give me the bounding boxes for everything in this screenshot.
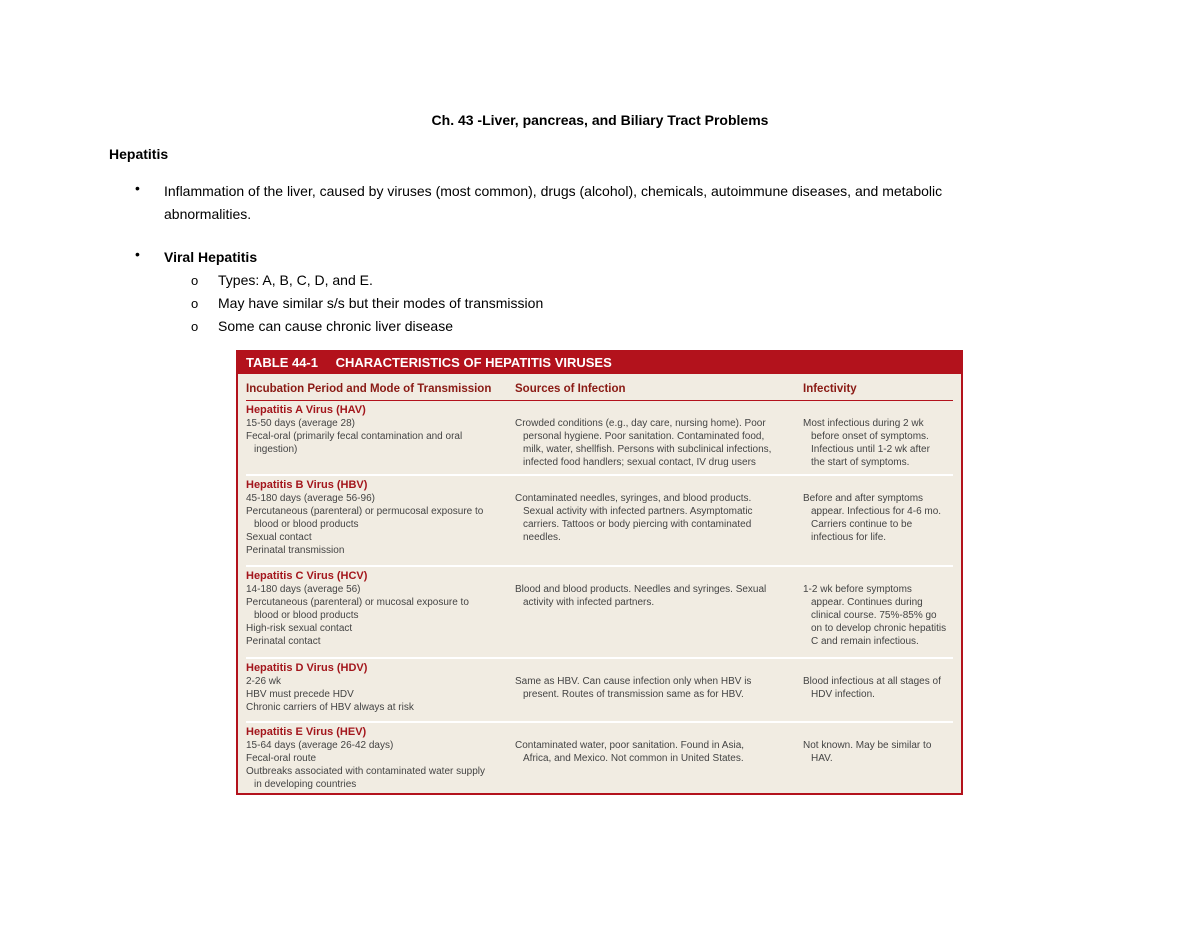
cell-line: personal hygiene. Poor sanitation. Contaminated food,	[523, 431, 765, 442]
cell-line: Blood infectious at all stages of	[803, 676, 941, 687]
bullet-text: Inflammation of the liver, caused by viruses (most common), drugs (alcohol), chemicals, autoimmune diseases, and metabolic abnormalities.	[164, 183, 943, 222]
cell-line: Not known. May be similar to	[803, 740, 932, 751]
table-number: TABLE 44-1	[246, 355, 318, 370]
page-title: Ch. 43 -Liver, pancreas, and Biliary Tract Problems	[431, 112, 769, 128]
cell-line: 15-64 days (average 26-42 days)	[246, 740, 394, 751]
cell-line: appear. Continues during	[811, 597, 923, 608]
cell-line: Most infectious during 2 wk	[803, 418, 924, 429]
bullet-item	[109, 180, 1029, 226]
bullet-marker: •	[135, 246, 140, 262]
cell-line: Percutaneous (parenteral) or permucosal exposure to	[246, 506, 484, 517]
bullet-marker: •	[135, 180, 140, 196]
cell-line: Before and after symptoms	[803, 493, 924, 504]
sub-list-item	[109, 292, 1029, 315]
cell-line: Fecal-oral (primarily fecal contamination and oral	[246, 431, 463, 442]
cell-line: blood or blood products	[254, 519, 359, 530]
table-row	[246, 476, 953, 567]
virus-name: Hepatitis C Virus (HCV)	[246, 570, 368, 582]
cell-line: Chronic carriers of HBV always at risk	[246, 702, 414, 713]
table-row	[246, 567, 953, 659]
cell-line: Perinatal transmission	[246, 545, 345, 556]
cell-line: on to develop chronic hepatitis	[811, 623, 947, 634]
cell-line: Contaminated needles, syringes, and blood products.	[515, 493, 752, 504]
infectivity-cell	[803, 492, 961, 544]
sources-cell	[515, 583, 795, 609]
incubation-cell	[246, 662, 508, 714]
cell-line: 14-180 days (average 56)	[246, 584, 361, 595]
cell-line: infectious for life.	[811, 532, 887, 543]
table-body	[238, 401, 961, 795]
cell-line: 45-180 days (average 56-96)	[246, 493, 375, 504]
cell-line: milk, water, shellfish. Persons with subclinical infections,	[523, 444, 772, 455]
table-header	[238, 352, 961, 374]
virus-name: Hepatitis D Virus (HDV)	[246, 662, 368, 674]
table-title: CHARACTERISTICS OF HEPATITIS VIRUSES	[335, 355, 612, 370]
cell-line: 1-2 wk before symptoms	[803, 584, 912, 595]
cell-line: Contaminated water, poor sanitation. Found in Asia,	[515, 740, 745, 751]
cell-line: Sexual activity with infected partners. Asymptomatic	[523, 506, 753, 517]
cell-line: present. Routes of transmission same as for HBV.	[523, 689, 744, 700]
sub-item-text: Types: A, B, C, D, and E.	[218, 272, 373, 288]
section-heading: Hepatitis	[109, 146, 169, 162]
cell-line: Perinatal contact	[246, 636, 321, 647]
table-row	[246, 723, 953, 795]
infectivity-cell	[803, 417, 961, 469]
cell-line: Africa, and Mexico. Not common in United States.	[523, 753, 744, 764]
incubation-cell	[246, 479, 508, 557]
cell-line: Fecal-oral route	[246, 753, 317, 764]
sub-list-item	[109, 269, 1029, 292]
cell-line: appear. Infectious for 4-6 mo.	[811, 506, 942, 517]
cell-line: ingestion)	[254, 444, 298, 455]
incubation-cell	[246, 404, 508, 456]
incubation-cell	[246, 726, 508, 791]
cell-line: Same as HBV. Can cause infection only when HBV is	[515, 676, 752, 687]
bullet-text: Viral Hepatitis	[164, 249, 258, 265]
cell-line: HDV infection.	[811, 689, 875, 700]
sub-list	[109, 269, 1029, 338]
sub-marker: o	[191, 319, 199, 334]
sub-marker: o	[191, 296, 199, 311]
cell-line: Crowded conditions (e.g., day care, nursing home). Poor	[515, 418, 766, 429]
cell-line: HAV.	[811, 753, 833, 764]
sources-cell	[515, 492, 795, 544]
infectivity-cell	[803, 675, 961, 701]
sources-cell	[515, 675, 795, 701]
cell-line: Carriers continue to be	[811, 519, 913, 530]
cell-line: clinical course. 75%-85% go	[811, 610, 937, 621]
cell-line: Percutaneous (parenteral) or mucosal exposure to	[246, 597, 469, 608]
cell-line: 2-26 wk	[246, 676, 282, 687]
cell-line: carriers. Tattoos or body piercing with contaminated	[523, 519, 752, 530]
virus-name: Hepatitis A Virus (HAV)	[246, 404, 366, 416]
sub-marker: o	[191, 273, 199, 288]
cell-line: activity with infected partners.	[523, 597, 655, 608]
cell-line: blood or blood products	[254, 610, 359, 621]
bullet-item	[109, 246, 1029, 338]
sub-item-text: Some can cause chronic liver disease	[218, 318, 454, 334]
cell-line: C and remain infectious.	[811, 636, 919, 647]
cell-line: before onset of symptoms.	[811, 431, 929, 442]
sources-cell	[515, 417, 795, 469]
column-header: Incubation Period and Mode of Transmission	[246, 383, 492, 395]
infectivity-cell	[803, 739, 961, 765]
incubation-cell	[246, 570, 508, 648]
column-header: Infectivity	[803, 383, 857, 395]
cell-line: Sexual contact	[246, 532, 312, 543]
cell-line: Infectious until 1-2 wk after	[811, 444, 930, 455]
cell-line: Outbreaks associated with contaminated water supply	[246, 766, 486, 777]
virus-name: Hepatitis B Virus (HBV)	[246, 479, 368, 491]
cell-line: the start of symptoms.	[811, 457, 910, 468]
table-column-headers	[246, 380, 953, 401]
cell-line: in developing countries	[254, 779, 357, 790]
cell-line: needles.	[523, 532, 561, 543]
sources-cell	[515, 739, 795, 765]
hepatitis-table-figure	[236, 350, 963, 795]
cell-line: infected food handlers; sexual contact, IV drug users	[523, 457, 756, 468]
cell-line: HBV must precede HDV	[246, 689, 354, 700]
sub-item-text: May have similar s/s but their modes of transmission	[218, 295, 544, 311]
cell-line: 15-50 days (average 28)	[246, 418, 355, 429]
cell-line: High-risk sexual contact	[246, 623, 353, 634]
sub-list-item	[109, 315, 1029, 338]
virus-name: Hepatitis E Virus (HEV)	[246, 726, 367, 738]
column-header: Sources of Infection	[515, 383, 626, 395]
table-row	[246, 401, 953, 476]
infectivity-cell	[803, 583, 961, 648]
table-row	[246, 659, 953, 723]
cell-line: Blood and blood products. Needles and syringes. Sexual	[515, 584, 767, 595]
